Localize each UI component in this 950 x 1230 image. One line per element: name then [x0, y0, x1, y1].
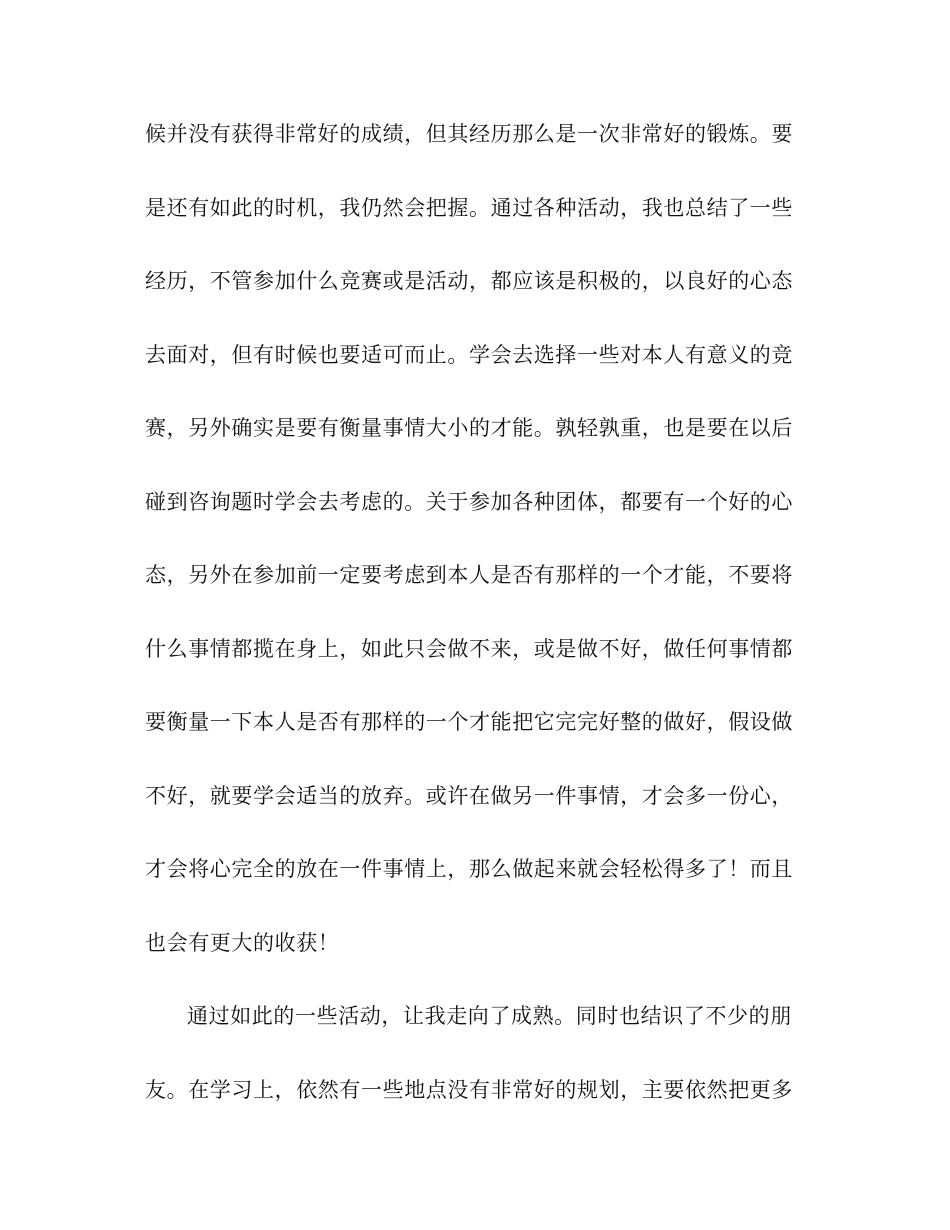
text-line-10: 不好，就要学会适当的放弃。或许在做另一件事情，才会多一份心， — [145, 783, 793, 808]
text-line-6: 碰到咨询题时学会去考虑的。关于参加各种团体，都要有一个好的心 — [145, 489, 793, 514]
text-line-4: 去面对，但有时候也要适可而止。学会去选择一些对本人有意义的竞 — [145, 342, 793, 367]
text-line-3: 经历，不管参加什么竞赛或是活动，都应该是积极的，以良好的心态 — [145, 269, 793, 293]
text-line-2: 是还有如此的时机，我仍然会把握。通过各种活动，我也总结了一些 — [145, 195, 793, 220]
paragraph-start-line: 通过如此的一些活动，让我走向了成熟。同时也结识了不少的朋 — [187, 1004, 792, 1028]
text-line-14: 友。在学习上，依然有一些地点没有非常好的规划，主要依然把更多 — [145, 1077, 793, 1102]
text-line-1: 候并没有获得非常好的成绩，但其经历那么是一次非常好的锻炼。要 — [145, 122, 793, 146]
text-line-11: 才会将心完全的放在一件事情上，那么做起来就会轻松得多了！而且 — [145, 857, 793, 881]
text-line-8: 什么事情都揽在身上，如此只会做不来，或是做不好，做任何事情都 — [145, 636, 793, 661]
text-line-5: 赛，另外确实是要有衡量事情大小的才能。孰轻孰重，也是要在以后 — [145, 416, 793, 440]
text-line-9: 要衡量一下本人是否有那样的一个才能把它完完好整的做好，假设做 — [145, 710, 793, 734]
text-line-7: 态，另外在参加前一定要考虑到本人是否有那样的一个才能，不要将 — [145, 563, 793, 587]
body-text — [145, 122, 800, 1151]
text-line-12: 也会有更大的收获！ — [145, 930, 340, 955]
